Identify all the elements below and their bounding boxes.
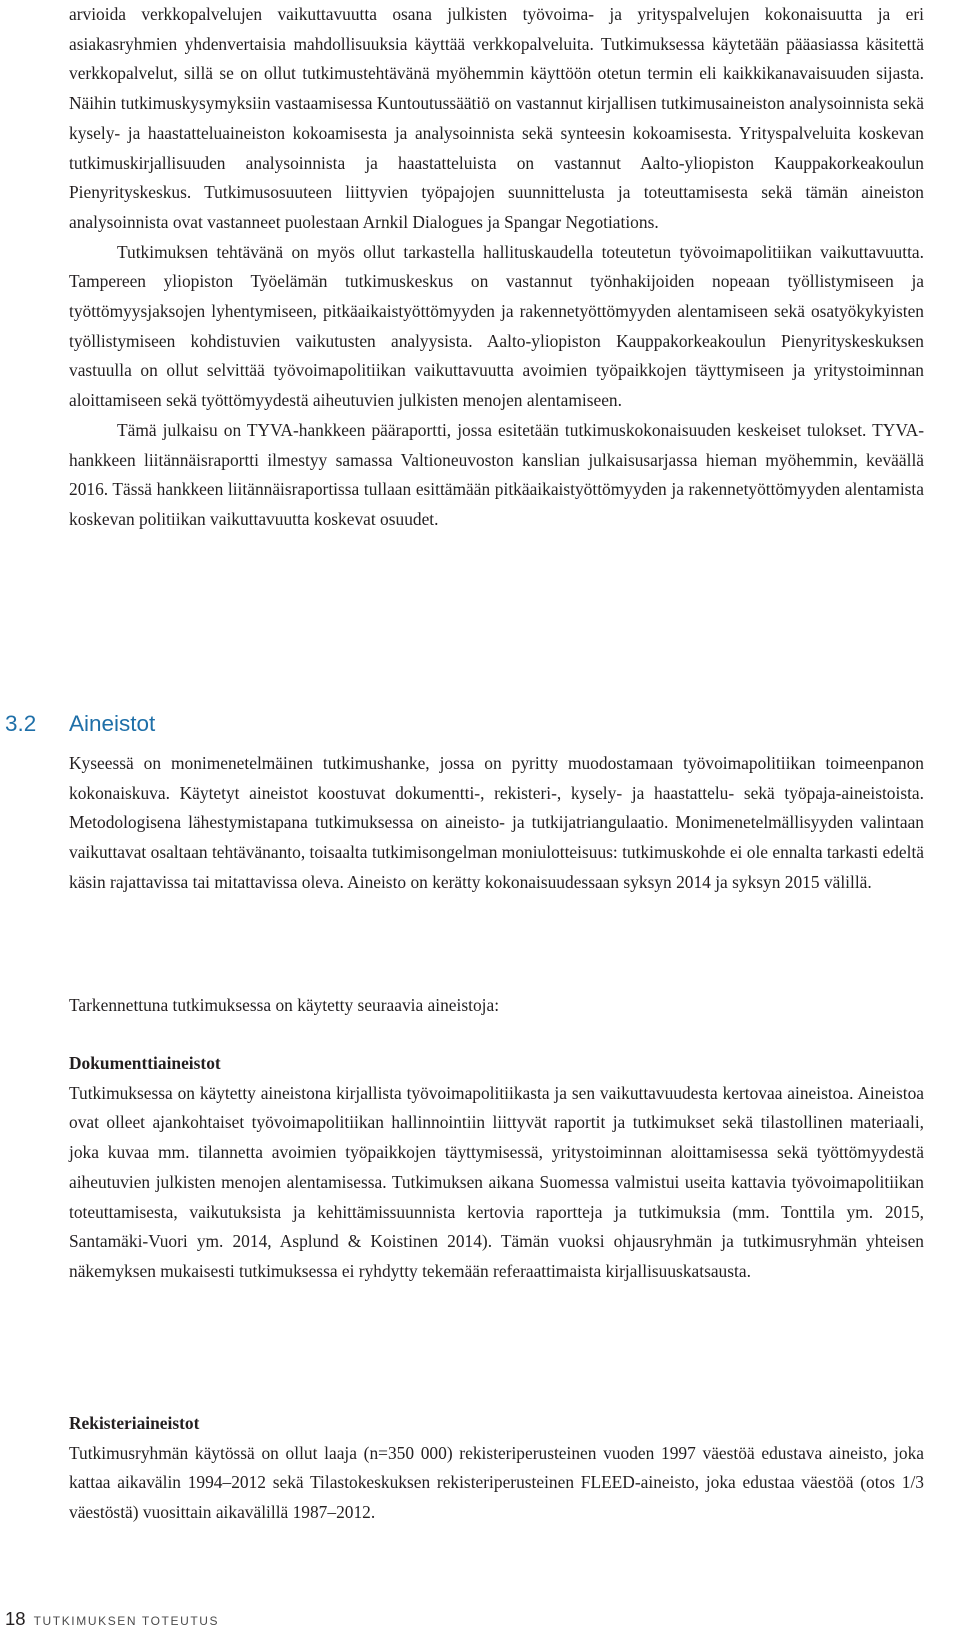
section-title: Aineistot (69, 711, 156, 736)
paragraph-materials-lead: Tarkennettuna tutkimuksessa on käytetty seuraavia aineistoja: (69, 995, 500, 1015)
section-heading (5, 711, 155, 737)
documents-block (69, 1049, 924, 1287)
section-intro (69, 749, 924, 898)
documents-heading: Dokumenttiaineistot (69, 1053, 221, 1073)
registers-heading: Rekisteriaineistot (69, 1413, 200, 1433)
registers-block (69, 1409, 924, 1528)
paragraph-main-report: Tämä julkaisu on TYVA-hankkeen pääraportti, jossa esitetään tutkimuskokonaisuuden keskeiset tulokset. TYVA-hankkeen liitännäisraportti ilmestyy samassa Valtioneuvoston kanslian julkaisusarjassa hieman myöhemmin, keväällä 2016. Tässä hankkeen liitännäisraportissa tullaan esittämään pitkäaikaistyöttömyyden ja rakennetyöttömyyden alentamista koskevan politiikan vaikuttavuutta koskevat osuudet. (69, 419, 924, 529)
materials-lead (69, 991, 924, 1021)
registers-text: Tutkimusryhmän käytössä on ollut laaja (n=350 000) rekisteriperusteinen vuoden 1997 väestöä edustava aineisto, joka kattaa aikavälin 1994–2012 sekä Tilastokeskuksen rekisteriperusteinen FLEED-aineisto, joka edustaa väestöä (otos 1/3 väestöstä) vuosittain aikavälillä 1987–2012. (69, 1442, 924, 1523)
paragraph-methods: Kyseessä on monimenetelmäinen tutkimushanke, jossa on pyritty muodostamaan työvoimapolitiikan toimeenpanon kokonaiskuva. Käytetyt aineistot koostuvat dokumentti-, rekisteri-, kysely- ja haastattelu- sekä työpaja-aineistoista. Metodologisena lähestymistapana tutkimuksessa on aineisto- ja tutkijatriangulaatio. Monimenetelmällisyyden valintaan vaikuttavat osaltaan tehtävänanto, toisaalta tutkimisongelman moniulotteisuus: tutkimuskohde ei ole ennalta tarkasti edeltä käsin rajattavissa tai mitattavissa oleva. Aineisto on kerätty kokonaisuudessaan syksyn 2014 ja syksyn 2015 välillä. (69, 753, 924, 892)
paragraph-policy-effectiveness: Tutkimuksen tehtävänä on myös ollut tarkastella hallituskaudella toteutetun työvoimapolitiikan vaikuttavuutta. Tampereen yliopiston Työelämän tutkimuskeskus on vastannut työnhakijoiden nopeaan työllistymiseen ja työttömyysjaksojen lyhentymiseen, pitkäaikaistyöttömyyden ja rakennetyöttömyyden alentamiseen sekä osatyökykyisten työllistymiseen kohdistuvien vaikutusten analyysista. Aalto-yliopiston Kauppakorkeakoulun Pienyrityskeskuksen vastuulla on ollut selvittää työvoimapolitiikan vaikuttavuutta avoimien työpaikkojen täyttymiseen ja yritystoiminnan aloittamiseen sekä työttömyydestä aiheutuvien julkisten menojen alentamiseen. (69, 241, 924, 411)
page-footer (5, 1608, 219, 1630)
page-number: 18 (5, 1608, 26, 1629)
footer-section-label: TUTKIMUKSEN TOTEUTUS (33, 1614, 220, 1628)
paragraph-research-roles: arvioida verkkopalvelujen vaikuttavuutta osana julkisten työvoima- ja yrityspalvelujen kokonaisuutta ja eri asiakasryhmien yhdenvertaisia mahdollisuuksia käyttää verkkopalveluita. Tutkimuksessa käytetään pääasiassa käsitettä verkkopalvelut, sillä se on ollut tutkimustehtävänä myöhemmin käyttöön otetun termin eli kaikkikanavaisuuden sijasta. Näihin tutkimuskysymyksiin vastaamisessa Kuntoutussäätiö on vastannut kirjallisen tutkimusaineiston analysoinnista sekä kysely- ja haastatteluaineiston kokoamisesta ja analysoinnista sekä synteesin kokoamisesta. Yrityspalveluita koskevan tutkimuskirjallisuuden analysoinnista ja haastatteluista on vastannut Aalto-yliopiston Kauppakorkeakoulun Pienyrityskeskus. Tutkimusosuuteen liittyvien työpajojen suunnittelusta ja toteuttamisesta sekä tämän aineiston analysoinnista ovat vastanneet puolestaan Arnkil Dialogues ja Spangar Negotiations. (69, 4, 924, 232)
documents-text: Tutkimuksessa on käytetty aineistona kirjallista työvoimapolitiikasta ja sen vaikuttavuudesta kertovaa aineistoa. Aineistoa ovat olleet ajankohtaiset työvoimapolitiikan hallinnointiin liittyvät raportit ja tutkimukset sekä tilastollinen materiaali, joka kuvaa mm. tilannetta avoimien työpaikkojen täyttymisessä, yritystoiminnan aloittamisessa sekä työttömyydestä aiheutuvien julkisten menojen alentamisessa. Tutkimuksen aikana Suomessa valmistui useita kattavia työvoimapolitiikan toteuttamisesta, vaikutuksista ja kehittämissuunnista kertovia raportteja ja tutkimuksia (mm. Tonttila ym. 2015, Santamäki-Vuori ym. 2014, Asplund & Koistinen 2014). Tämän vuoksi ohjausryhmän ja tutkimusryhmän yhteisen näkemyksen mukaisesti tutkimuksessa ei ryhdytty tekemään referaattimaista kirjallisuuskatsausta. (69, 1082, 924, 1281)
intro-column (69, 0, 924, 535)
section-number: 3.2 (5, 711, 37, 736)
